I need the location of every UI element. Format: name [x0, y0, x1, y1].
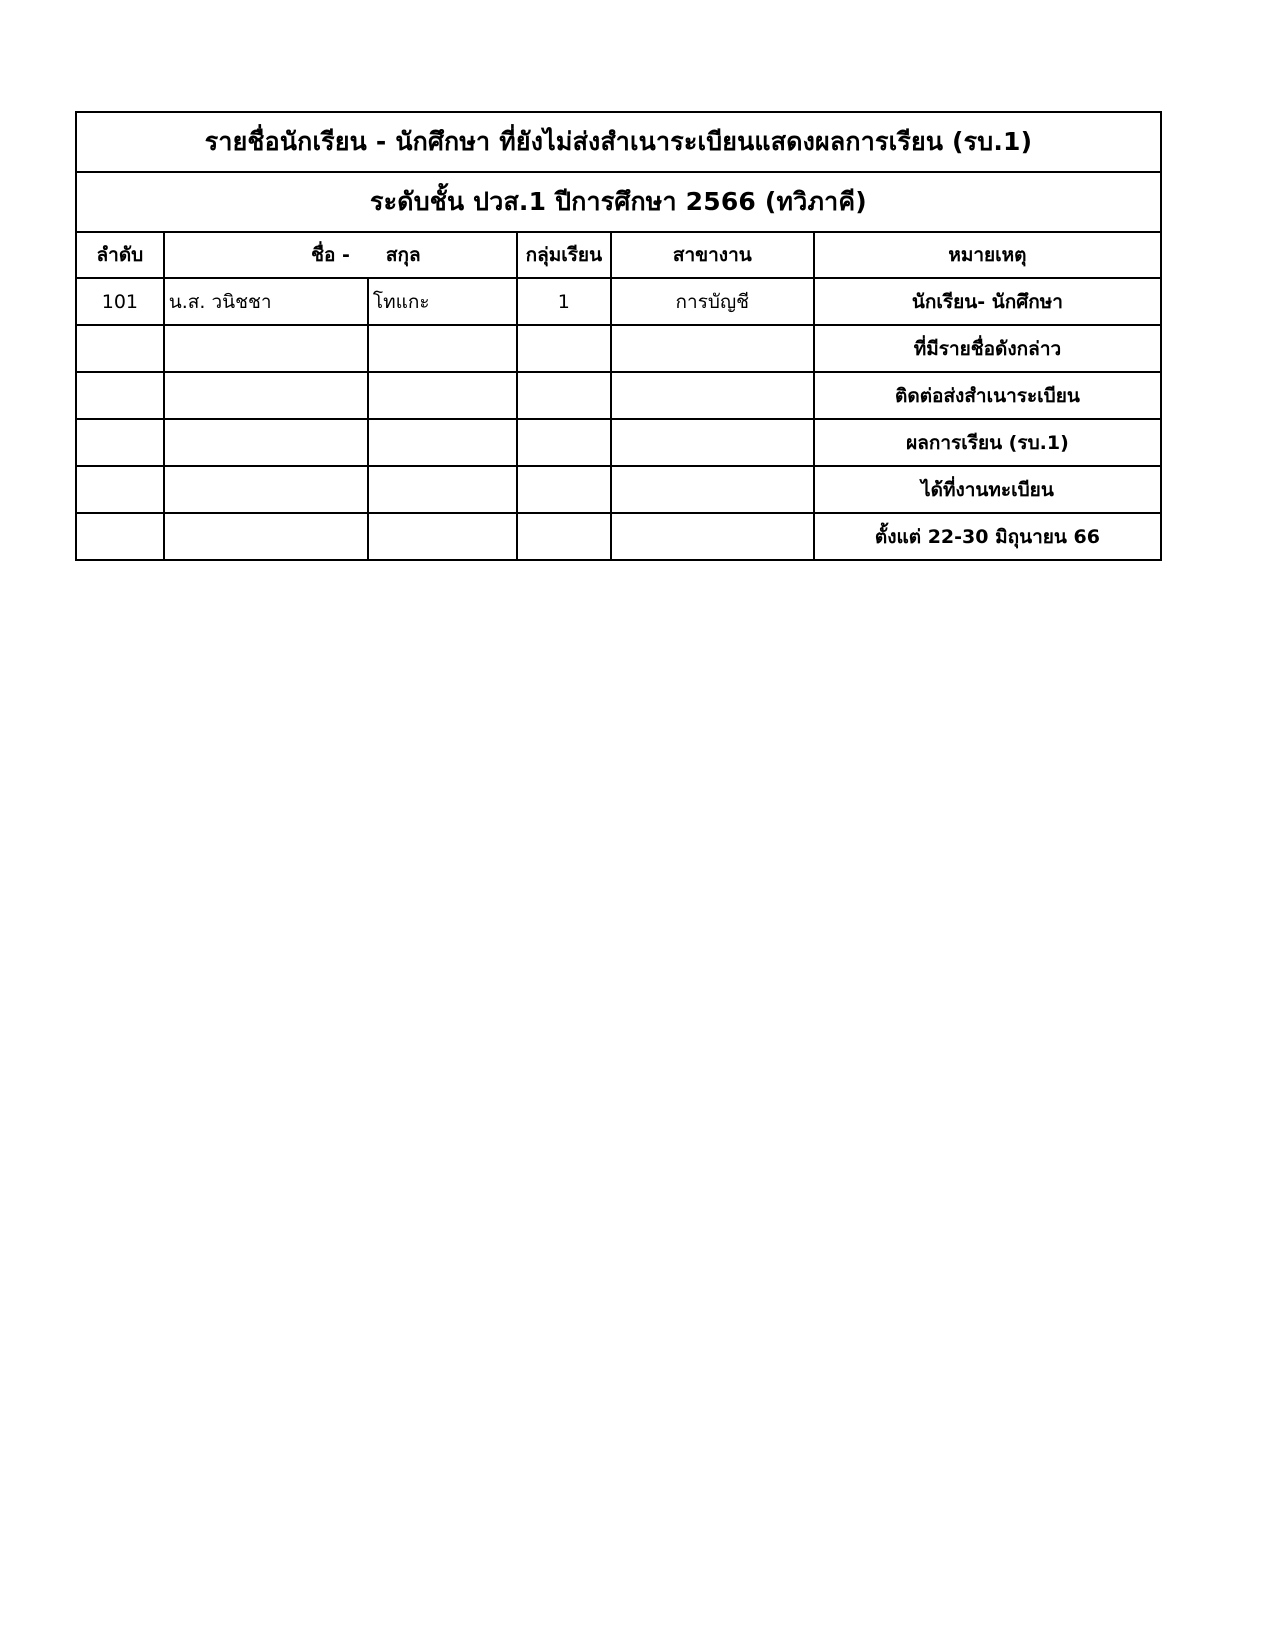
cell-group [517, 372, 611, 419]
cell-remark: ติดต่อส่งสำเนาระเบียน [814, 372, 1161, 419]
cell-group [517, 466, 611, 513]
cell-surname [368, 419, 517, 466]
cell-major: การบัญชี [611, 278, 814, 325]
cell-name [164, 372, 368, 419]
cell-major [611, 513, 814, 560]
cell-order [76, 466, 164, 513]
cell-remark: ผลการเรียน (รบ.1) [814, 419, 1161, 466]
cell-order: 101 [76, 278, 164, 325]
cell-group: 1 [517, 278, 611, 325]
header-surname: สกุล [368, 232, 517, 278]
cell-surname: โทแกะ [368, 278, 517, 325]
cell-name [164, 466, 368, 513]
header-name: ชื่อ - [164, 232, 368, 278]
table-row [76, 466, 1161, 513]
cell-group [517, 513, 611, 560]
header-group: กลุ่มเรียน [517, 232, 611, 278]
column-header-row [76, 232, 1161, 278]
title-row [76, 112, 1161, 172]
table-row [76, 325, 1161, 372]
cell-order [76, 419, 164, 466]
cell-surname [368, 325, 517, 372]
student-list-table [75, 111, 1162, 561]
cell-remark: ได้ที่งานทะเบียน [814, 466, 1161, 513]
cell-order [76, 325, 164, 372]
cell-group [517, 419, 611, 466]
document-title: รายชื่อนักเรียน - นักศึกษา ที่ยังไม่ส่งสำเนาระเบียนแสดงผลการเรียน (รบ.1) [76, 112, 1161, 172]
cell-major [611, 466, 814, 513]
table-row [76, 372, 1161, 419]
cell-name: น.ส. วนิชชา [164, 278, 368, 325]
cell-major [611, 419, 814, 466]
document-subtitle: ระดับชั้น ปวส.1 ปีการศึกษา 2566 (ทวิภาคี) [76, 172, 1161, 232]
cell-surname [368, 372, 517, 419]
cell-surname [368, 466, 517, 513]
header-order: ลำดับ [76, 232, 164, 278]
cell-group [517, 325, 611, 372]
table-row [76, 513, 1161, 560]
cell-name [164, 419, 368, 466]
cell-order [76, 513, 164, 560]
cell-name [164, 325, 368, 372]
cell-order [76, 372, 164, 419]
subtitle-row [76, 172, 1161, 232]
cell-surname [368, 513, 517, 560]
cell-major [611, 372, 814, 419]
cell-remark: ที่มีรายชื่อดังกล่าว [814, 325, 1161, 372]
table-row [76, 278, 1161, 325]
cell-remark: ตั้งแต่ 22-30 มิถุนายน 66 [814, 513, 1161, 560]
header-remark: หมายเหตุ [814, 232, 1161, 278]
cell-major [611, 325, 814, 372]
cell-name [164, 513, 368, 560]
cell-remark: นักเรียน- นักศึกษา [814, 278, 1161, 325]
table-row [76, 419, 1161, 466]
header-major: สาขางาน [611, 232, 814, 278]
